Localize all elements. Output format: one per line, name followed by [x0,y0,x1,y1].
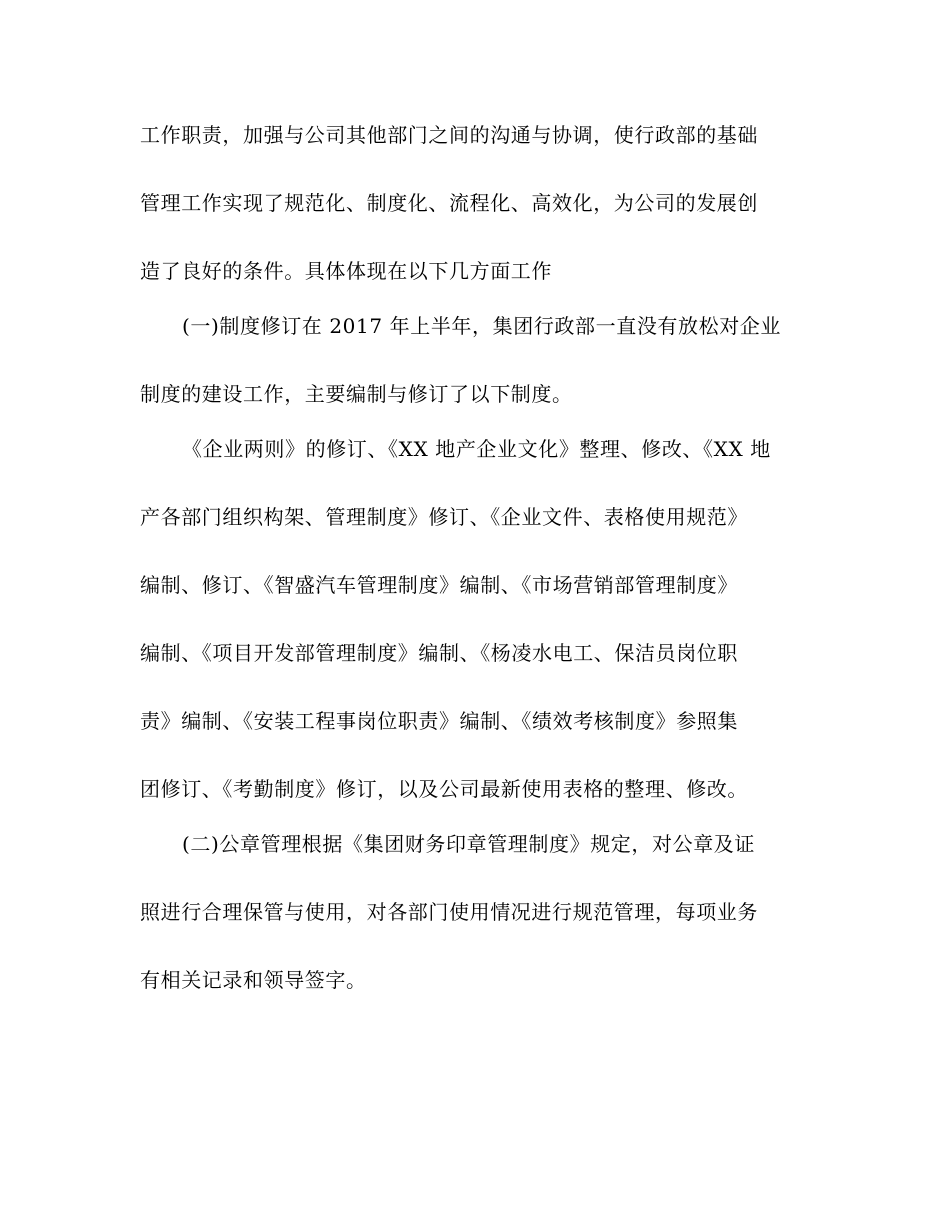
paragraph-3-line-4: 编制、《项目开发部管理制度》编制、《杨凌水电工、保洁员岗位职 [140,641,738,665]
paragraph-3-line-1: 《企业两则》的修订、《XX 地产企业文化》整理、修改、《XX 地 [182,437,771,461]
paragraph-3-line-5: 责》编制、《安装工程事岗位职责》编制、《绩效考核制度》参照集 [140,709,738,733]
paragraph-4-line-2: 照进行合理保管与使用，对各部门使用情况进行规范管理，每项业务 [140,900,758,924]
paragraph-1-line-1: 工作职责，加强与公司其他部门之间的沟通与协调，使行政部的基础 [140,123,758,147]
document-body [140,120,810,995]
paragraph-1-line-2: 管理工作实现了规范化、制度化、流程化、高效化，为公司的发展创 [140,191,758,215]
paragraph-1-line-3: 造了良好的条件。具体体现在以下几方面工作 [140,259,552,283]
paragraph-3-line-2: 产各部门组织构架、管理制度》修订、《企业文件、表格使用规范》 [140,505,748,529]
paragraph-2-line-1: (一)制度修订在 2017 年上半年，集团行政部一直没有放松对企业 [182,314,782,338]
paragraph-3-line-3: 编制、修订、《智盛汽车管理制度》编制、《市场营销部管理制度》 [140,573,738,597]
paragraph-4-line-3: 有相关记录和领导签字。 [140,968,367,992]
paragraph-3-line-6: 团修订、《考勤制度》修订，以及公司最新使用表格的整理、修改。 [140,777,748,801]
paragraph-2-line-2: 制度的建设工作，主要编制与修订了以下制度。 [140,382,573,406]
paragraph-4-line-1: (二)公章管理根据《集团财务印章管理制度》规定，对公章及证 [182,832,756,856]
